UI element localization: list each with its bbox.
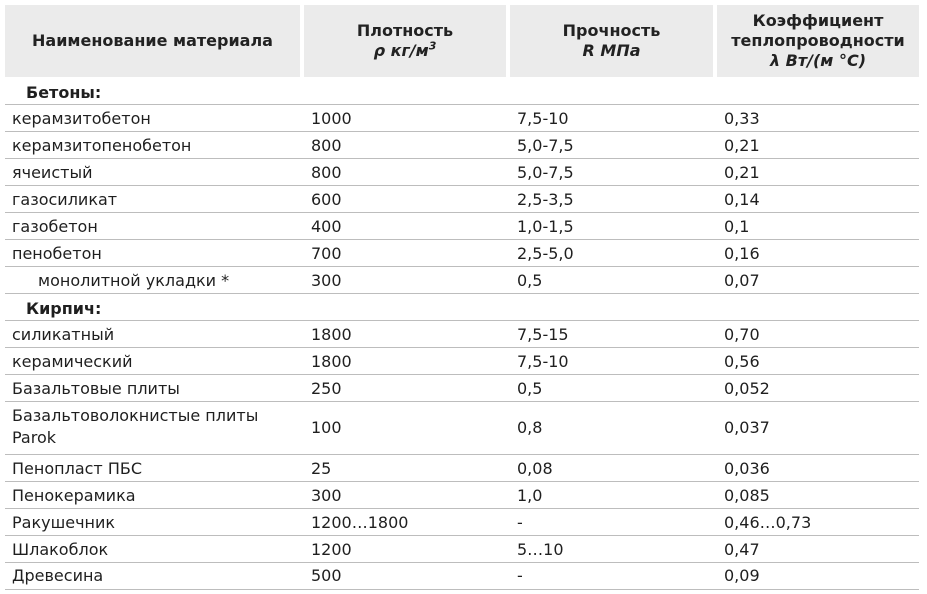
row-divider [5,401,919,402]
conductivity-value: 0,47 [724,540,760,559]
conductivity-value: 0,21 [724,136,760,155]
density-value: 800 [311,136,342,155]
conductivity-value: 0,037 [724,418,770,437]
density-value: 1200…1800 [311,513,409,532]
row-divider [5,589,919,590]
material-name: керамзитопенобетон [12,136,192,155]
strength-value: - [517,566,523,585]
material-name: Базальтовые плиты [12,379,180,398]
strength-value: 0,5 [517,379,543,398]
density-value: 800 [311,163,342,182]
conductivity-value: 0,085 [724,486,770,505]
strength-value: 0,5 [517,271,543,290]
density-value: 400 [311,217,342,236]
material-name-line-1: Базальтоволокнистые плиты [12,406,259,425]
row-divider [5,347,919,348]
row-divider [5,104,919,105]
density-value: 700 [311,244,342,263]
conductivity-value: 0,56 [724,352,760,371]
strength-value: 0,08 [517,459,553,478]
material-name: Древесина [12,566,104,585]
strength-value: 5,0-7,5 [517,136,574,155]
header-conductivity-unit: λ Вт/(м °С) [769,51,867,70]
row-divider [5,374,919,375]
row-divider [5,481,919,482]
strength-value: 2,5-3,5 [517,190,574,209]
material-name: газобетон [12,217,98,236]
density-value: 250 [311,379,342,398]
strength-value: 2,5-5,0 [517,244,574,263]
header-conductivity-title-1: Коэффициент [752,11,884,30]
density-value: 100 [311,418,342,437]
row-divider [5,508,919,509]
row-divider [5,535,919,536]
material-name: силикатный [12,325,115,344]
conductivity-value: 0,07 [724,271,760,290]
row-divider [5,266,919,267]
material-name: Пенокерамика [12,486,136,505]
conductivity-value: 0,70 [724,325,760,344]
density-value: 600 [311,190,342,209]
row-divider [5,131,919,132]
row-divider [5,320,919,321]
header-density-unit [374,41,437,61]
row-divider [5,185,919,186]
strength-value: 5…10 [517,540,564,559]
density-value: 1200 [311,540,352,559]
density-value: 300 [311,486,342,505]
material-name: Пенопласт ПБС [12,459,142,478]
row-divider [5,562,919,563]
material-name: Шлакоблок [12,540,109,559]
conductivity-value: 0,036 [724,459,770,478]
row-divider [5,212,919,213]
material-name: ячеистый [12,163,93,182]
header-conductivity-title-2: теплопроводности [731,31,905,50]
strength-value: 1,0-1,5 [517,217,574,236]
density-unit-base: ρ кг/м [373,41,429,60]
group-label-brick: Кирпич: [26,299,102,318]
material-name: керамический [12,352,133,371]
density-value: 300 [311,271,342,290]
density-value: 500 [311,566,342,585]
strength-value: 7,5-10 [517,109,569,128]
header-strength-unit: R МПа [582,41,641,60]
row-divider [5,158,919,159]
header-strength-title: Прочность [562,21,661,40]
group-label-concrete: Бетоны: [26,83,102,102]
conductivity-value: 0,1 [724,217,750,236]
row-divider [5,239,919,240]
header-density-title: Плотность [356,21,454,40]
material-name: монолитной укладки * [38,271,230,290]
density-value: 25 [311,459,332,478]
header-conductivity [717,5,919,77]
strength-value: 1,0 [517,486,543,505]
header-name [5,5,300,77]
row-divider [5,293,919,294]
strength-value: 5,0-7,5 [517,163,574,182]
conductivity-value: 0,16 [724,244,760,263]
material-name-line-2: Parok [12,428,57,447]
density-value: 1800 [311,325,352,344]
header-density [304,5,506,77]
strength-value: 7,5-10 [517,352,569,371]
header-strength [510,5,713,77]
density-value: 1000 [311,109,352,128]
row-divider [5,454,919,455]
strength-value: 7,5-15 [517,325,569,344]
header-name-label: Наименование материала [32,31,273,50]
conductivity-value: 0,14 [724,190,760,209]
material-name: Ракушечник [12,513,116,532]
density-value: 1800 [311,352,352,371]
conductivity-value: 0,46…0,73 [724,513,812,532]
material-name: керамзитобетон [12,109,151,128]
strength-value: - [517,513,523,532]
conductivity-value: 0,33 [724,109,760,128]
strength-value: 0,8 [517,418,543,437]
conductivity-value: 0,09 [724,566,760,585]
material-name: газосиликат [12,190,118,209]
conductivity-value: 0,21 [724,163,760,182]
density-unit-sup: 3 [428,39,437,53]
conductivity-value: 0,052 [724,379,770,398]
material-name: пенобетон [12,244,102,263]
